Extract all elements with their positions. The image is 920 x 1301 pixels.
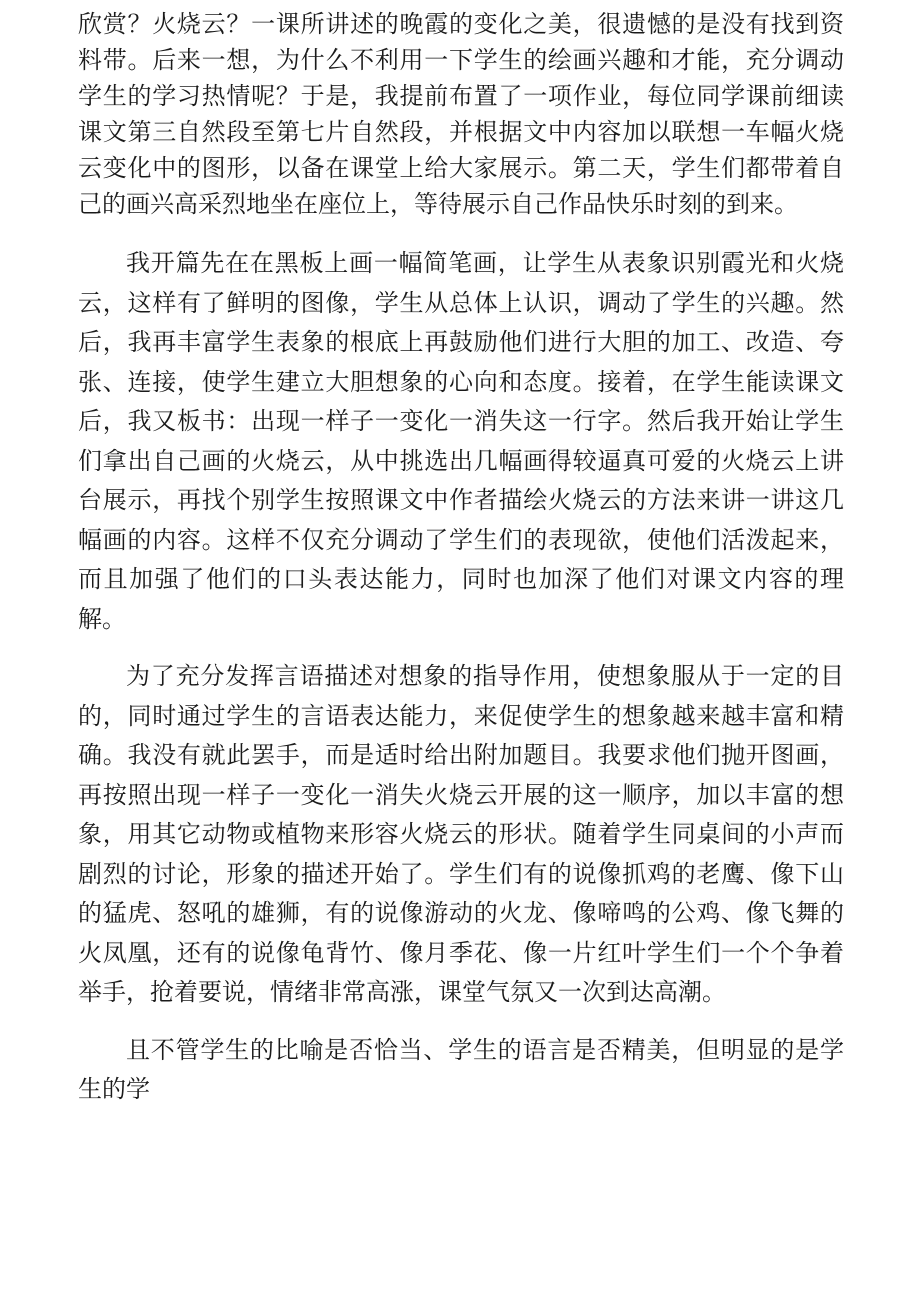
document-page [78,6,844,1110]
paragraph-2: 我开篇先在在黑板上画一幅简笔画，让学生从表象识别霞光和火烧云，这样有了鲜明的图像，学生从总体上认识，调动了学生的兴趣。然后，我再丰富学生表象的根底上再鼓励他们进行大胆的加工、改造、夸张、连接，使学生建立大胆想象的心向和态度。接着，在学生能读课文后，我又板书：出现一样子一变化一消失这一行字。然后我开始让学生们拿出自己画的火烧云，从中挑选出几幅画得较逼真可爱的火烧云上讲台展示，再找个别学生按照课文中作者描绘火烧云的方法来讲一讲这几幅画的内容。这样不仅充分调动了学生们的表现欲，使他们活泼起来，而且加强了他们的口头表达能力，同时也加深了他们对课文内容的理解。 [78,249,844,633]
paragraph-1: 欣赏？火烧云？一课所讲述的晚霞的变化之美，很遗憾的是没有找到资料带。后来一想，为什么不利用一下学生的绘画兴趣和才能，充分调动学生的学习热情呢？于是，我提前布置了一项作业，每位同学课前细读课文第三自然段至第七片自然段，并根据文中内容加以联想一车幅火烧云变化中的图形，以备在课堂上给大家展示。第二天，学生们都带着自己的画兴高采烈地坐在座位上，等待展示自己作品快乐时刻的到来。 [78,10,844,218]
paragraph-4: 且不管学生的比喻是否恰当、学生的语言是否精美，但明显的是学生的学 [78,1035,844,1103]
paragraph-3: 为了充分发挥言语描述对想象的指导作用，使想象服从于一定的目的，同时通过学生的言语表达能力，来促使学生的想象越来越丰富和精确。我没有就此罢手，而是适时给出附加题目。我要求他们抛开图画，再按照出现一样子一变化一消失火烧云开展的这一顺序，加以丰富的想象，用其它动物或植物来形容火烧云的形状。随着学生同桌间的小声而剧烈的讨论，形象的描述开始了。学生们有的说像抓鸡的老鹰、像下山的猛虎、怒吼的雄狮，有的说像游动的火龙、像啼鸣的公鸡、像飞舞的火凤凰，还有的说像龟背竹、像月季花、像一片红叶学生们一个个争着举手，抢着要说，情绪非常高涨，课堂气氛又一次到达高潮。 [78,662,844,1006]
